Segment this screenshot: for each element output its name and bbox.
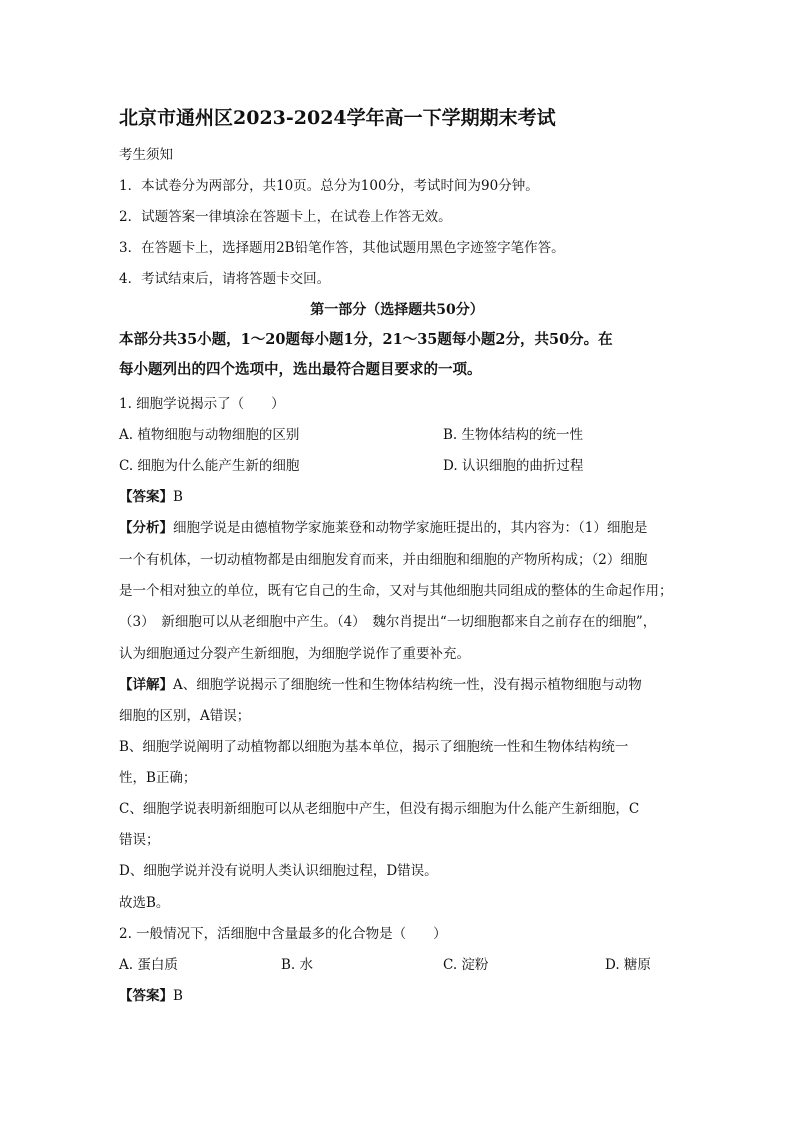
notice-item: 4．考试结束后，请将答题卡交回。 <box>119 271 331 287</box>
option-d: D. 认识细胞的曲折过程 <box>443 458 584 474</box>
notice-heading: 考生须知 <box>119 147 173 163</box>
detail-text: 故选B。 <box>119 895 170 911</box>
option-b: B. 生物体结构的统一性 <box>443 427 584 443</box>
option-b: B. 水 <box>281 957 314 973</box>
answer-tag: 【答案】 <box>119 489 173 505</box>
detail-text: 错误； <box>119 832 160 848</box>
analysis-text: 是一个相对独立的单位，既有它自己的生命，又对与其他细胞共同组成的整体的生命起作用； <box>119 583 673 599</box>
answer-value: B <box>173 988 183 1004</box>
option-a: A. 植物细胞与动物细胞的区别 <box>119 427 300 443</box>
part1-instructions: 每小题列出的四个选项中，选出最符合题目要求的一项。 <box>119 361 482 378</box>
analysis-text: 一个有机体，一切动植物都是由细胞发育而来，并由细胞和细胞的产物所构成；（2）细胞 <box>119 552 648 568</box>
detail-line <box>119 676 642 694</box>
analysis-text: 认为细胞通过分裂产生新细胞，为细胞学说作了重要补充。 <box>119 646 470 662</box>
question-stem: 2. 一般情况下，活细胞中含量最多的化合物是（ ） <box>119 926 447 942</box>
detail-text: A、细胞学说揭示了细胞统一性和生物体结构统一性，没有揭示植物细胞与动物 <box>173 677 642 693</box>
detail-text: C、细胞学说表明新细胞可以从老细胞中产生，但没有揭示细胞为什么能产生新细胞，C <box>119 801 640 817</box>
detail-text: B、细胞学说阐明了动植物都以细胞为基本单位，揭示了细胞统一性和生物体结构统一 <box>119 739 629 755</box>
detail-text: 细胞的区别，A错误； <box>119 708 251 724</box>
answer-value: B <box>173 489 183 505</box>
page-title: 北京市通州区2023-2024学年高一下学期期末考试 <box>119 107 556 129</box>
option-d: D. 糖原 <box>605 957 651 973</box>
analysis-tag: 【分析】 <box>119 520 173 536</box>
analysis-text: （3） 新细胞可以从老细胞中产生。（4） 魏尔肖提出“一切细胞都来自之前存在的细胞”， <box>119 614 657 630</box>
answer-line <box>119 987 183 1005</box>
notice-item: 3．在答题卡上，选择题用2B铅笔作答，其他试题用黑色字迹签字笔作答。 <box>119 240 565 256</box>
option-a: A. 蛋白质 <box>119 957 178 973</box>
answer-tag: 【答案】 <box>119 988 173 1004</box>
option-c: C. 细胞为什么能产生新的细胞 <box>119 458 300 474</box>
analysis-text: 细胞学说是由德植物学家施莱登和动物学家施旺提出的，其内容为：（1）细胞是 <box>173 520 648 536</box>
answer-line <box>119 488 183 506</box>
analysis-line <box>119 519 647 537</box>
detail-text: 性，B正确； <box>119 770 197 786</box>
detail-text: D、细胞学说并没有说明人类认识细胞过程，D错误。 <box>119 863 438 879</box>
notice-item: 2．试题答案一律填涂在答题卡上，在试卷上作答无效。 <box>119 209 452 225</box>
notice-item: 1．本试卷分为两部分，共10页。总分为100分，考试时间为90分钟。 <box>119 178 539 194</box>
part1-heading: 第一部分（选择题共50分） <box>310 302 484 318</box>
question-stem: 1. 细胞学说揭示了（ ） <box>119 396 285 412</box>
detail-tag: 【详解】 <box>119 677 173 693</box>
part1-instructions: 本部分共35小题，1～20题每小题1分，21～35题每小题2分，共50分。在 <box>119 331 613 348</box>
option-c: C. 淀粉 <box>443 957 489 973</box>
